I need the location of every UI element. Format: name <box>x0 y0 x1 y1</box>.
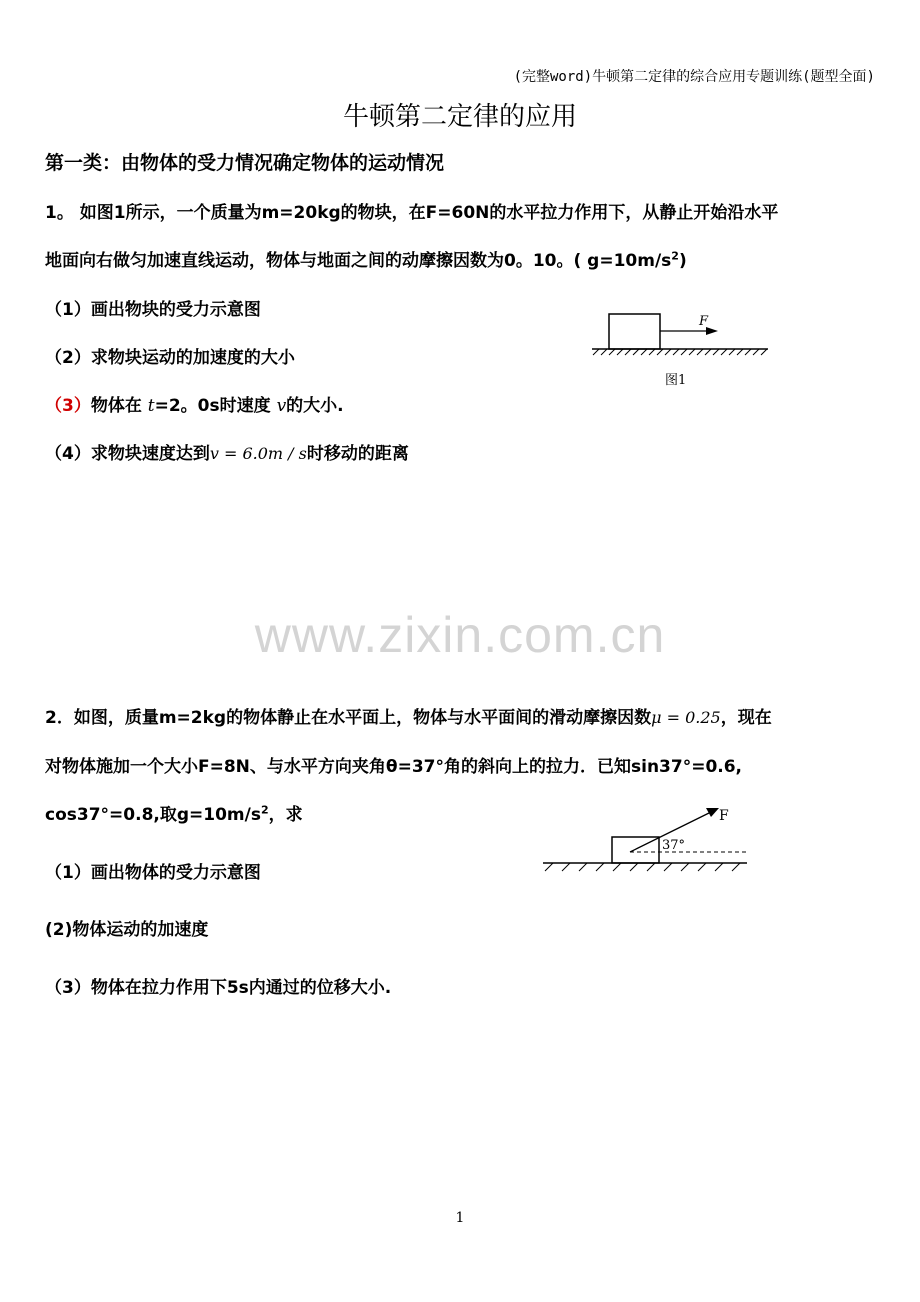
hatch-mark <box>761 349 767 355</box>
hatch-mark <box>596 863 604 871</box>
force-arrowhead <box>706 808 719 817</box>
q1-sub4: （4）求物块速度达到v = 6.0m / s时移动的距离 <box>45 444 409 464</box>
q2-line1: 2．如图，质量m=2kg的物体静止在水平面上，物体与水平面间的滑动摩擦因数μ = 0.25，现在 <box>45 708 772 728</box>
q1-sub2: （2）求物块运动的加速度的大小 <box>45 348 295 368</box>
force-label: F <box>719 808 729 824</box>
hatch-mark <box>732 863 740 871</box>
hatch-mark <box>649 349 655 355</box>
section-heading: 第一类：由物体的受力情况确定物体的运动情况 <box>45 152 445 174</box>
hatch-mark <box>641 349 647 355</box>
hatch-mark <box>593 349 599 355</box>
hatch-mark <box>630 863 638 871</box>
hatch-mark <box>657 349 663 355</box>
hatch-mark <box>613 863 621 871</box>
angle-label: 37° <box>662 838 686 853</box>
q2-line3: cos37°=0.8,取$g=10m/s^2$，求 <box>45 803 303 825</box>
page-title: 牛顿第二定律的应用 <box>342 102 577 132</box>
hatch-mark <box>665 349 671 355</box>
q2-sub2: (2)物体运动的加速度 <box>45 920 209 940</box>
figure-2-diagram <box>535 800 755 880</box>
hatch-mark <box>545 863 553 871</box>
hatch-mark <box>698 863 706 871</box>
hatch-mark <box>737 349 743 355</box>
hatch-mark <box>753 349 759 355</box>
hatch-mark <box>647 863 655 871</box>
ground-hatching <box>593 349 767 355</box>
hatch-mark <box>705 349 711 355</box>
page-number: 1 <box>455 1210 465 1226</box>
hatch-mark <box>664 863 672 871</box>
hatch-mark <box>633 349 639 355</box>
q2-sub3: （3）物体在拉力作用下5s内通过的位移大小. <box>45 978 392 998</box>
hatch-mark <box>617 349 623 355</box>
hatch-mark <box>715 863 723 871</box>
hatch-mark <box>681 863 689 871</box>
hatch-mark <box>579 863 587 871</box>
q2-sub1: （1）画出物体的受力示意图 <box>45 863 261 883</box>
hatch-mark <box>562 863 570 871</box>
document-header: (完整word)牛顿第二定律的综合应用专题训练(题型全面) <box>513 69 875 85</box>
q1-line1: 1。 如图1所示，一个质量为m=20kg的物块，在F=60N的水平拉力作用下，从静止开始沿水平 <box>45 203 779 223</box>
watermark: www.zixin.com.cn <box>254 607 666 663</box>
hatch-mark <box>681 349 687 355</box>
force-label: F <box>699 314 709 329</box>
hatch-mark <box>697 349 703 355</box>
q1-sub1: （1）画出物块的受力示意图 <box>45 300 261 320</box>
hatch-mark <box>689 349 695 355</box>
figure-caption: 图1 <box>665 373 687 388</box>
q1-line2: 地面向右做匀加速直线运动，物体与地面之间的动摩擦因数为0。10。( $g=10m/s^2$) <box>45 249 687 271</box>
figure-1-diagram <box>585 305 775 395</box>
hatch-mark <box>609 349 615 355</box>
block-shape <box>609 314 660 349</box>
q2-line2: 对物体施加一个大小F=8N、与水平方向夹角θ=37°角的斜向上的拉力．已知sin37°=0.6, <box>45 757 743 777</box>
hatch-mark <box>625 349 631 355</box>
q1-sub3: （3）物体在 t=2。0s时速度 v的大小. <box>45 396 344 416</box>
ground-hatching <box>545 863 740 871</box>
hatch-mark <box>745 349 751 355</box>
hatch-mark <box>713 349 719 355</box>
hatch-mark <box>601 349 607 355</box>
hatch-mark <box>721 349 727 355</box>
hatch-mark <box>729 349 735 355</box>
hatch-mark <box>673 349 679 355</box>
